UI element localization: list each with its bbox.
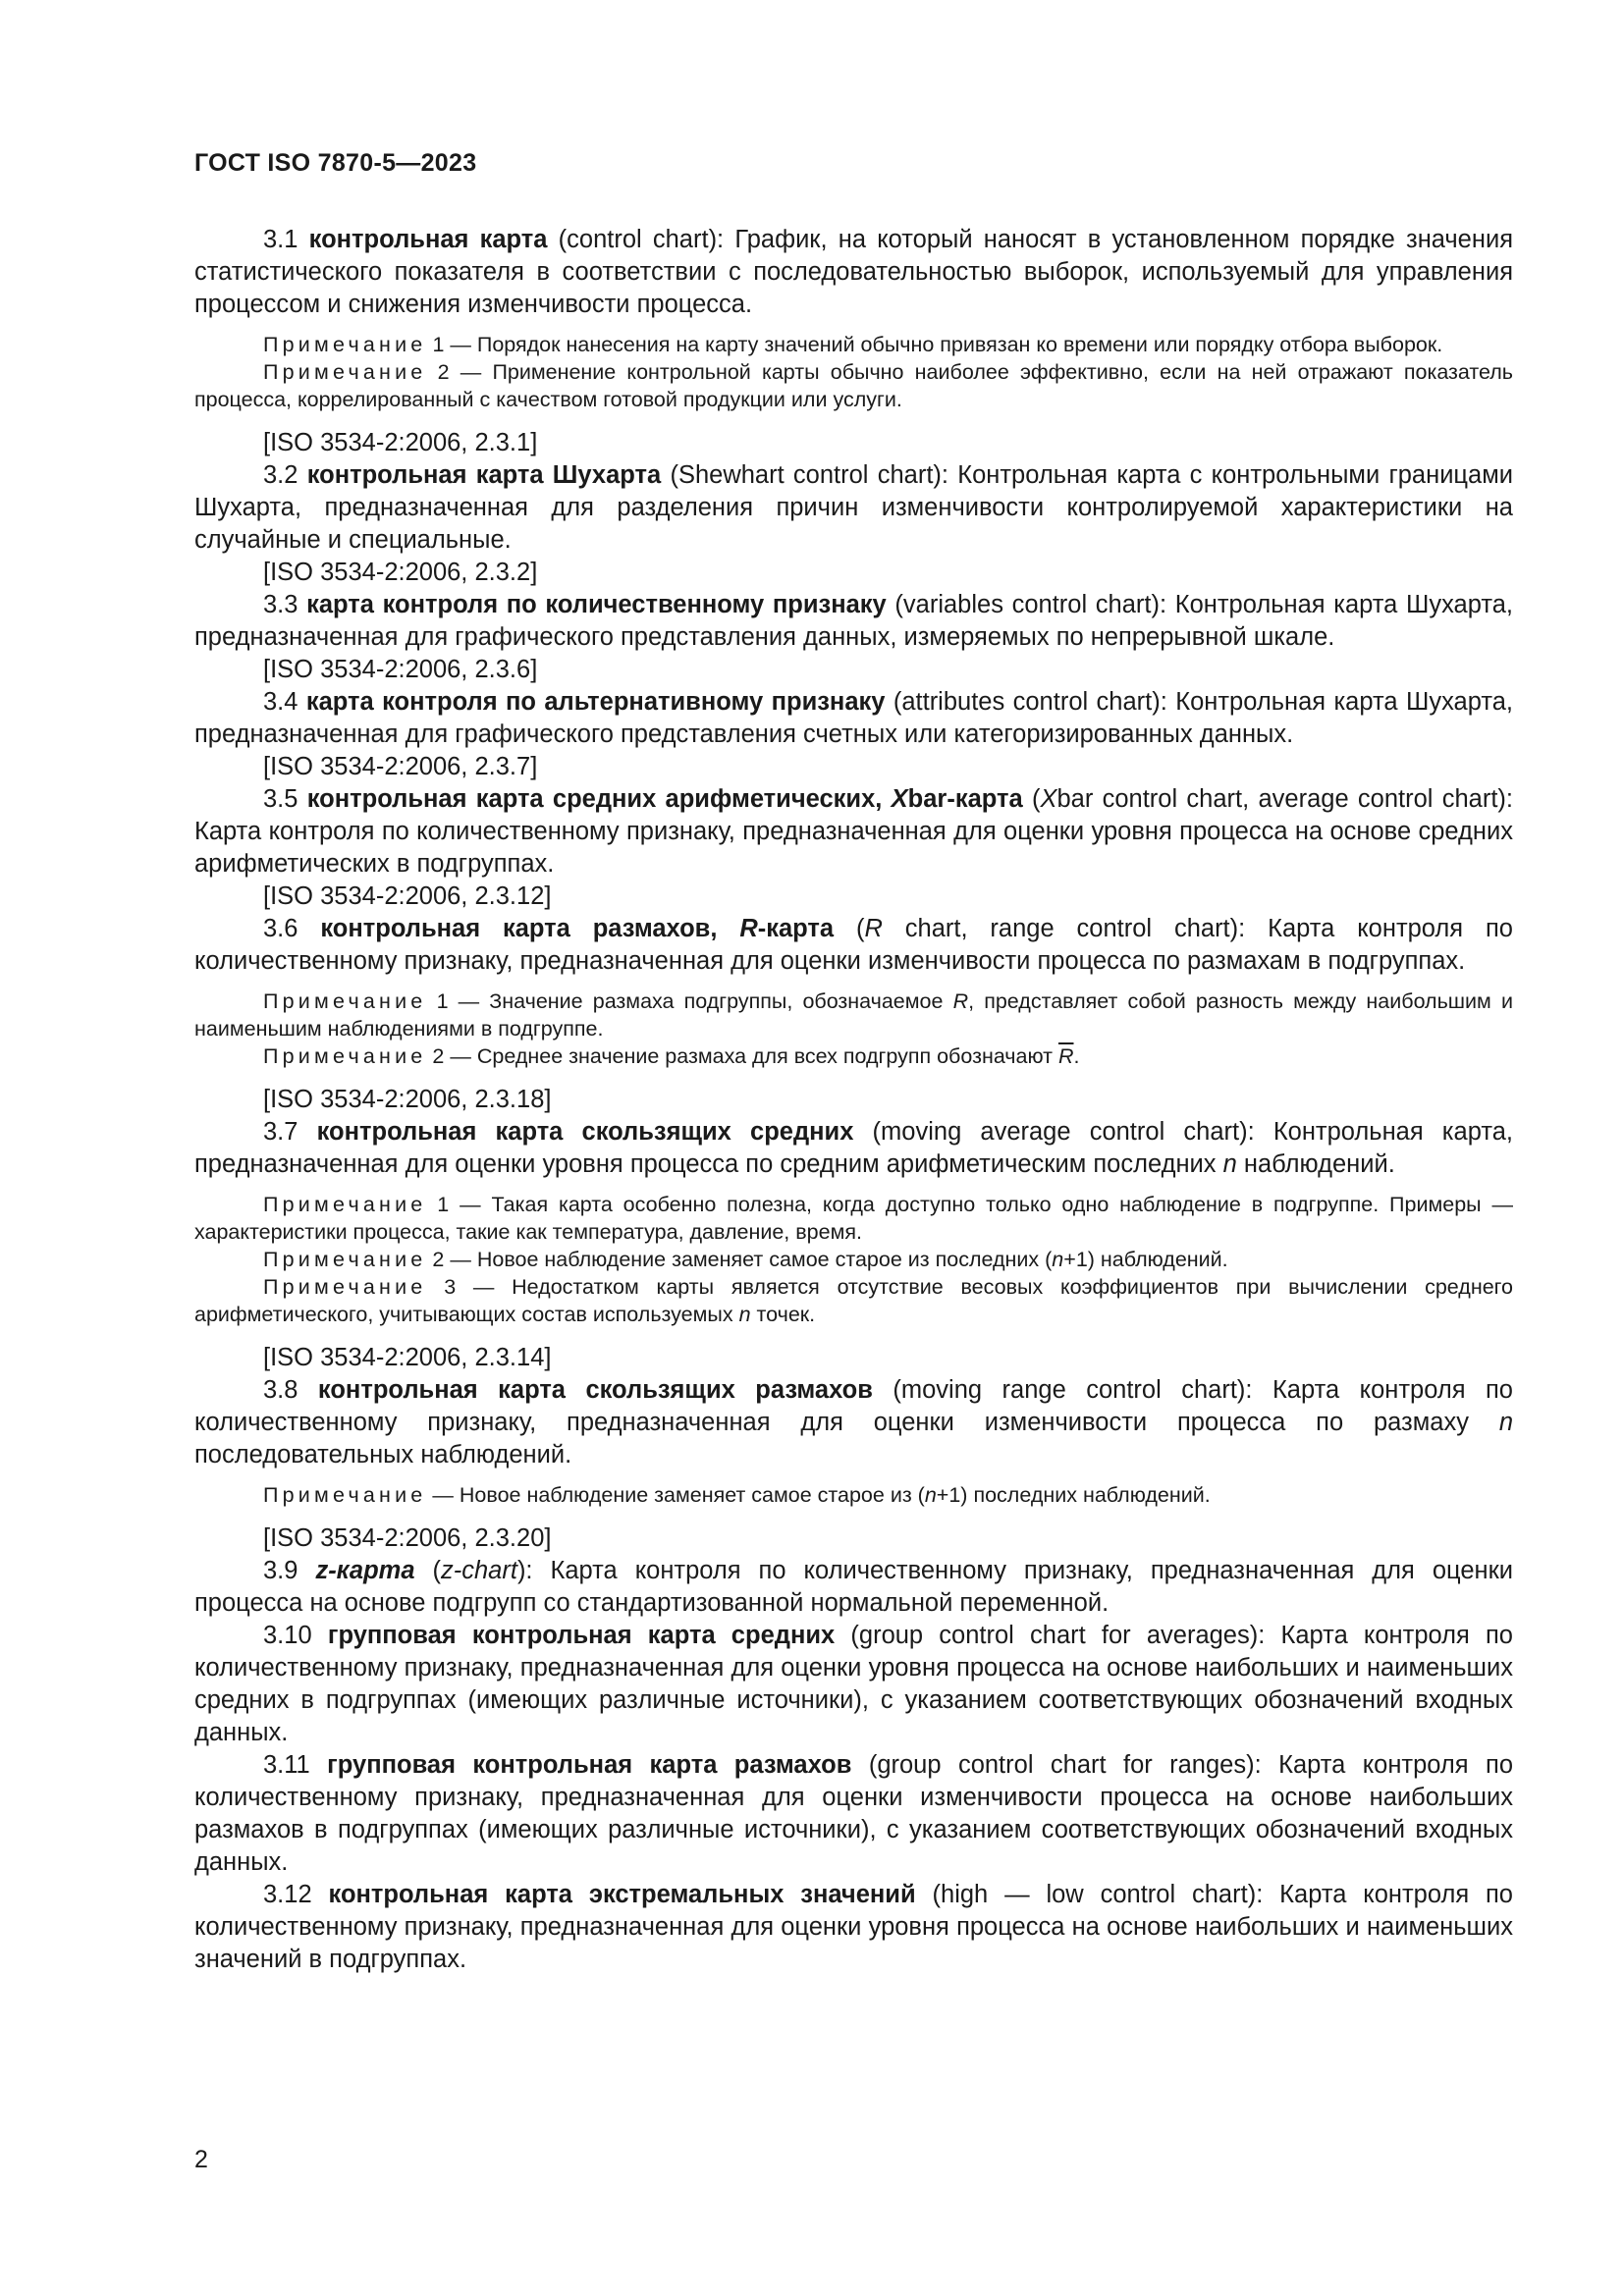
source-ref: [ISO 3534-2:2006, 2.3.18] bbox=[263, 1086, 552, 1113]
source-ref: [ISO 3534-2:2006, 2.3.20] bbox=[263, 1524, 552, 1552]
note: Примечание 2 — Применение контрольной карты обычно наиболее эффективно, если на ней отражают показатель процесса, коррелированный с качеством готовой продукции или услуги. bbox=[194, 360, 1513, 411]
note: Примечание — Новое наблюдение заменяет самое старое из (n+1) последних наблюдений. bbox=[263, 1483, 1211, 1507]
notes-3-1 bbox=[194, 331, 1513, 413]
term: z-карта bbox=[315, 1557, 415, 1584]
page-header: ГОСТ ISO 7870-5—2023 bbox=[194, 149, 477, 177]
page-number: 2 bbox=[194, 2146, 208, 2173]
term-entry-3-7: 3.7 контрольная карта скользящих средних (moving average control chart): Контрольная карта, предназначенная для оценки уровня процесса по средним арифметическим последних n наблюдений. bbox=[194, 1118, 1513, 1178]
notes-3-8 bbox=[194, 1481, 1513, 1509]
term-entry-3-1: 3.1 контрольная карта (control chart): График, на который наносят в установленном порядке значения статистического показателя в соответствии с последовательностью выборок, используемый для управления процессом и снижения изменчивости процесса. bbox=[194, 226, 1513, 318]
source-ref: [ISO 3534-2:2006, 2.3.1] bbox=[263, 429, 538, 456]
term: групповая контрольная карта средних bbox=[327, 1622, 836, 1649]
term: контрольная карта экстремальных значений bbox=[328, 1881, 916, 1908]
notes-3-6 bbox=[194, 988, 1513, 1070]
note: Примечание 2 — Новое наблюдение заменяет самое старое из последних (n+1) наблюдений. bbox=[263, 1248, 1228, 1271]
term-entry-3-12: 3.12 контрольная карта экстремальных значений (high — low control chart): Карта контроля по количественному признаку, предназначенная для оценки уровня процесса на основе наибольших и наименьших значений в подгруппах. bbox=[194, 1881, 1513, 1973]
term-entry-3-3: 3.3 карта контроля по количественному признаку (variables control chart): Контрольная карта Шухарта, предназначенная для графического представления данных, измеряемых по непрерывной шкале. bbox=[194, 591, 1514, 651]
source-ref: [ISO 3534-2:2006, 2.3.7] bbox=[263, 753, 538, 780]
term: контрольная карта размахов, R-карта bbox=[320, 915, 835, 942]
note: Примечание 1 — Порядок нанесения на карту значений обычно привязан ко времени или порядку отбора выборок. bbox=[263, 333, 1443, 356]
term-entry-3-2: 3.2 контрольная карта Шухарта (Shewhart control chart): Контрольная карта с контрольными границами Шухарта, предназначенная для разделения причин изменчивости контролируемой характеристики на случайные и специальные. bbox=[194, 461, 1513, 554]
notes-3-7 bbox=[194, 1191, 1513, 1328]
term-entry-3-9: 3.9 z-карта (z-chart): Карта контроля по количественному признаку, предназначенная для оценки процесса на основе подгрупп со стандартизованной нормальной переменной. bbox=[194, 1557, 1513, 1617]
source-ref: [ISO 3534-2:2006, 2.3.12] bbox=[263, 882, 552, 910]
term-entry-3-8: 3.8 контрольная карта скользящих размахов (moving range control chart): Карта контроля по количественному признаку, предназначенная для оценки изменчивости процесса по размаху n последовательных наблюдений. bbox=[194, 1376, 1513, 1468]
term-entry-3-4: 3.4 карта контроля по альтернативному признаку (attributes control chart): Контрольная карта Шухарта, предназначенная для графического представления счетных или категоризированных данных. bbox=[194, 688, 1514, 748]
term-entry-3-5: 3.5 контрольная карта средних арифметических, Xbar-карта (Xbar control chart, average control chart): Карта контроля по количественному признаку, предназначенная для оценки уровня процесса на основе средних арифметических в подгруппах. bbox=[194, 785, 1513, 878]
term: карта контроля по количественному признаку bbox=[306, 591, 887, 618]
source-ref: [ISO 3534-2:2006, 2.3.14] bbox=[263, 1344, 552, 1371]
terms-list bbox=[194, 224, 1513, 1976]
term: контрольная карта Шухарта bbox=[306, 461, 662, 489]
term-entry-3-10: 3.10 групповая контрольная карта средних (group control chart for averages): Карта контроля по количественному признаку, предназначенная для оценки уровня процесса на основе наибольших и наименьших средних в подгруппах (имеющих различные источники), с указанием соответствующих обозначений входных данных. bbox=[194, 1622, 1513, 1746]
term: контрольная карта средних арифметических, Xbar-карта bbox=[306, 785, 1023, 813]
note: Примечание 1 — Такая карта особенно полезна, когда доступно только одно наблюдение в подгруппе. Примеры — характеристики процесса, такие как температура, давление, время. bbox=[194, 1193, 1513, 1244]
source-ref: [ISO 3534-2:2006, 2.3.2] bbox=[263, 559, 538, 586]
term: групповая контрольная карта размахов bbox=[327, 1751, 852, 1779]
term-entry-3-6: 3.6 контрольная карта размахов, R-карта (R chart, range control chart): Карта контроля по количественному признаку, предназначенная для оценки изменчивости процесса по размахам в подгруппах. bbox=[194, 915, 1513, 975]
note: Примечание 2 — Среднее значение размаха для всех подгрупп обозначают $\overline{R}$. bbox=[263, 1044, 1080, 1068]
term: карта контроля по альтернативному признаку bbox=[305, 688, 886, 716]
note: Примечание 1 — Значение размаха подгруппы, обозначаемое R, представляет собой разность между наибольшим и наименьшим наблюдениями в подгруппе. bbox=[194, 989, 1513, 1041]
term-entry-3-11: 3.11 групповая контрольная карта размахов (group control chart for ranges): Карта контроля по количественному признаку, предназначенная для оценки изменчивости процесса на основе наибольших размахов в подгруппах (имеющих различные источники), с указанием соответствующих обозначений входных данных. bbox=[194, 1751, 1513, 1876]
term: контрольная карта bbox=[308, 226, 548, 253]
source-ref: [ISO 3534-2:2006, 2.3.6] bbox=[263, 656, 538, 683]
term: контрольная карта скользящих размахов bbox=[317, 1376, 873, 1404]
note: Примечание 3 — Недостатком карты является отсутствие весовых коэффициентов при вычислении среднего арифметического, учитывающих состав используемых n точек. bbox=[194, 1275, 1513, 1326]
term: контрольная карта скользящих средних bbox=[316, 1118, 854, 1146]
